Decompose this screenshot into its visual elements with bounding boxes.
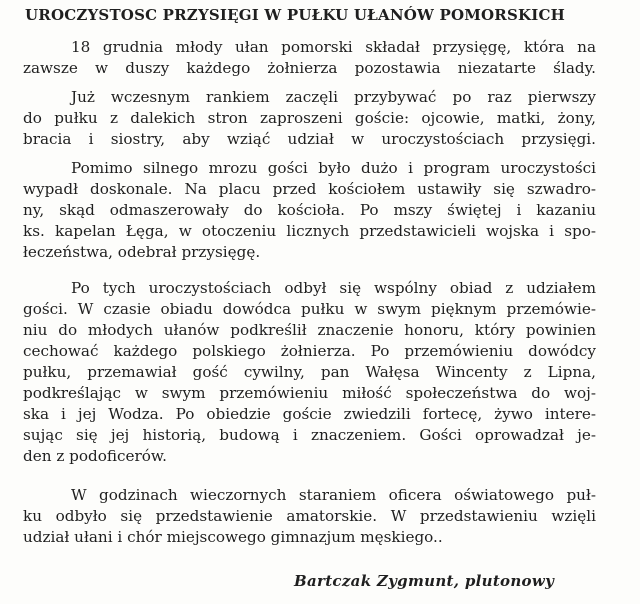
text-line: gości. W czasie obiadu dowódca pułku w swym pięknym przemówie- (23, 300, 596, 318)
text-line: niu do młodych ułanów podkreślił znaczenie honoru, który powinien (23, 321, 596, 339)
text-line: zawsze w duszy każdego żołnierza pozostawia niezatarte ślady. (23, 59, 596, 77)
text-line: Po tych uroczystościach odbył się wspólny obiad z udziałem (71, 279, 596, 297)
text-line: 18 grudnia młody ułan pomorski składał przysięgę, która na (71, 38, 596, 56)
text-line: ny, skąd odmaszerowały do kościoła. Po mszy świętej i kazaniu (23, 201, 596, 219)
text-line: den z podoficerów. (23, 447, 167, 465)
article-title: UROCZYSTOSC PRZYSIĘGI W PUŁKU UŁANÓW POMORSKICH (25, 6, 565, 24)
text-line: cechować każdego polskiego żołnierza. Po przemówieniu dowódcy (23, 342, 596, 360)
text-line: sując się jej historią, budową i znaczeniem. Gości oprowadzał je- (23, 426, 596, 444)
text-line: ku odbyło się przedstawienie amatorskie. W przedstawieniu wzięli (23, 507, 596, 525)
text-line: łeczeństwa, odebrał przysięgę. (23, 243, 261, 261)
text-line: ks. kapelan Łęga, w otoczeniu licznych przedstawicieli wojska i spo- (23, 222, 596, 240)
text-line: Pomimo silnego mrozu gości było dużo i program uroczystości (71, 159, 596, 177)
text-line: udział ułani i chór miejscowego gimnazjum męskiego.. (23, 528, 443, 546)
text-line: podkreślając w swym przemówieniu miłość społeczeństwa do woj- (23, 384, 596, 402)
text-line: bracia i siostry, aby wziąć udział w uroczystościach przysięgi. (23, 130, 596, 148)
text-line: Już wczesnym rankiem zaczęli przybywać po raz pierwszy (71, 88, 596, 106)
author-signature: Bartczak Zygmunt, plutonowy (294, 572, 555, 590)
text-line: wypadł doskonale. Na placu przed kościołem ustawiły się szwadro- (23, 180, 596, 198)
text-line: ska i jej Wodza. Po obiedzie goście zwiedzili fortecę, żywo intere- (23, 405, 596, 423)
text-line: do pułku z dalekich stron zaproszeni goście: ojcowie, matki, żony, (23, 109, 596, 127)
text-line: W godzinach wieczornych staraniem oficera oświatowego puł- (71, 486, 596, 504)
text-line: pułku, przemawiał gość cywilny, pan Wałęsa Wincenty z Lipna, (23, 363, 596, 381)
